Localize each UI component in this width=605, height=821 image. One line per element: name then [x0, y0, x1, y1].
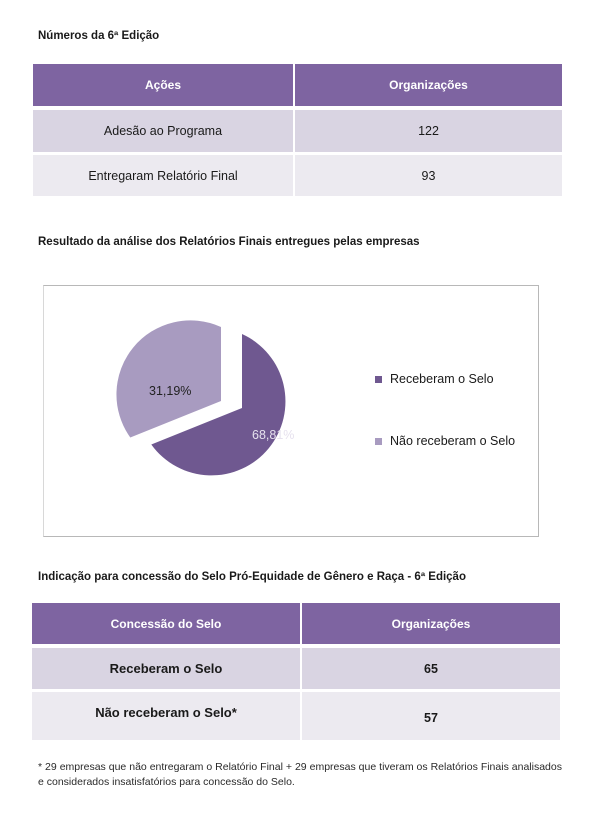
cell-count: 93 [295, 155, 562, 196]
column-header-actions: Ações [33, 64, 295, 106]
cell-seal: Receberam o Selo [32, 648, 302, 689]
column-header-organizations: Organizações [302, 603, 560, 644]
pie-slice-not-received [116, 320, 221, 437]
footnote: * 29 empresas que não entregaram o Relatório Final + 29 empresas que tiveram os Relatórios Finais analisados e considerados insatisfatórios para concessão do Selo. [38, 761, 562, 788]
table-seal [32, 603, 560, 740]
section-title-numbers: Números da 6ª Edição [38, 30, 160, 42]
table-actions [33, 64, 562, 196]
pie-chart [44, 286, 538, 536]
table-row [33, 110, 562, 152]
pie-label-not-received: 31,19% [149, 384, 192, 398]
legend-swatch-icon [375, 438, 382, 445]
table-row [33, 155, 562, 196]
legend-item-received [375, 372, 494, 386]
legend-label: Não receberam o Selo [390, 434, 516, 448]
cell-count: 57 [302, 692, 560, 740]
pie-label-received: 68,81% [252, 428, 295, 442]
legend-swatch-icon [375, 376, 382, 383]
cell-seal: Não receberam o Selo* [32, 692, 302, 740]
section-title-seal: Indicação para concessão do Selo Pró-Equidade de Gênero e Raça - 6ª Edição [38, 571, 466, 583]
table-row [32, 692, 560, 740]
cell-count: 65 [302, 648, 560, 689]
pie-chart-frame [43, 285, 539, 537]
legend-label: Receberam o Selo [390, 372, 494, 386]
legend-item-not-received [375, 434, 515, 448]
column-header-organizations: Organizações [295, 64, 562, 106]
cell-action: Adesão ao Programa [33, 110, 295, 152]
table-row [32, 648, 560, 689]
section-title-analysis: Resultado da análise dos Relatórios Finais entregues pelas empresas [38, 236, 420, 248]
cell-count: 122 [295, 110, 562, 152]
cell-action: Entregaram Relatório Final [33, 155, 295, 196]
column-header-seal: Concessão do Selo [32, 603, 302, 644]
